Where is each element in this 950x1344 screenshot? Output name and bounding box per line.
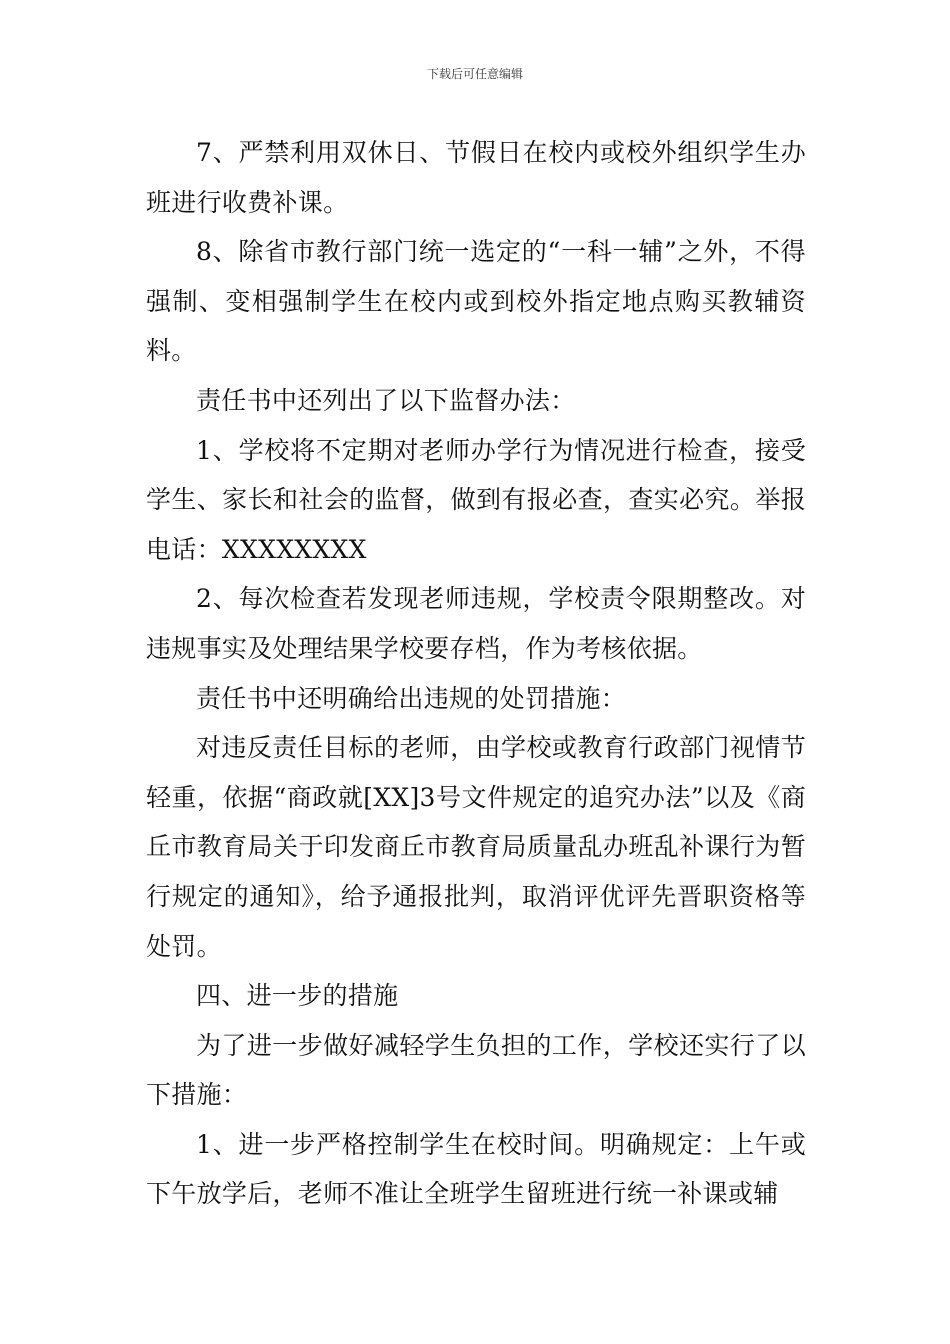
paragraph-supervision-intro: 责任书中还列出了以下监督办法： <box>196 385 576 415</box>
document-body <box>146 128 806 1219</box>
paragraph-measure-1: 1、进一步严格控制学生在校时间。明确规定：上午或下午放学后，老师不准让全班学生留班进行统一补课或辅 <box>146 1129 806 1209</box>
paragraph-rule-8: 8、除省市教行部门统一选定的“一科一辅”之外，不得强制、变相强制学生在校内或到校外指定地点购买教辅资料。 <box>146 237 806 366</box>
paragraph-rule-7: 7、严禁利用双休日、节假日在校内或校外组织学生办班进行收费补课。 <box>146 138 806 217</box>
page-header-note: 下载后可任意编辑 <box>426 67 523 81</box>
section-heading-further-measures: 四、进一步的措施 <box>196 981 399 1011</box>
paragraph-measures-intro: 为了进一步做好减轻学生负担的工作，学校还实行了以下措施： <box>146 1030 806 1110</box>
paragraph-supervision-1: 1、学校将不定期对老师办学行为情况进行检查，接受学生、家长和社会的监督，做到有报必查，查实必究。举报电话：XXXXXXXX <box>146 435 806 564</box>
paragraph-penalty-detail: 对违反责任目标的老师，由学校或教育行政部门视情节轻重，依据“商政就[XX]3号文件规定的追究办法”以及《商丘市教育局关于印发商丘市教育局质量乱办班乱补课行为暂行规定的通知》，给予通报批判，取消评优评先晋职资格等处罚。 <box>146 733 806 961</box>
paragraph-penalty-intro: 责任书中还明确给出违规的处罚措施： <box>196 683 627 713</box>
paragraph-supervision-2: 2、每次检查若发现老师违规，学校责令限期整改。对违规事实及处理结果学校要存档，作为考核依据。 <box>146 584 806 663</box>
